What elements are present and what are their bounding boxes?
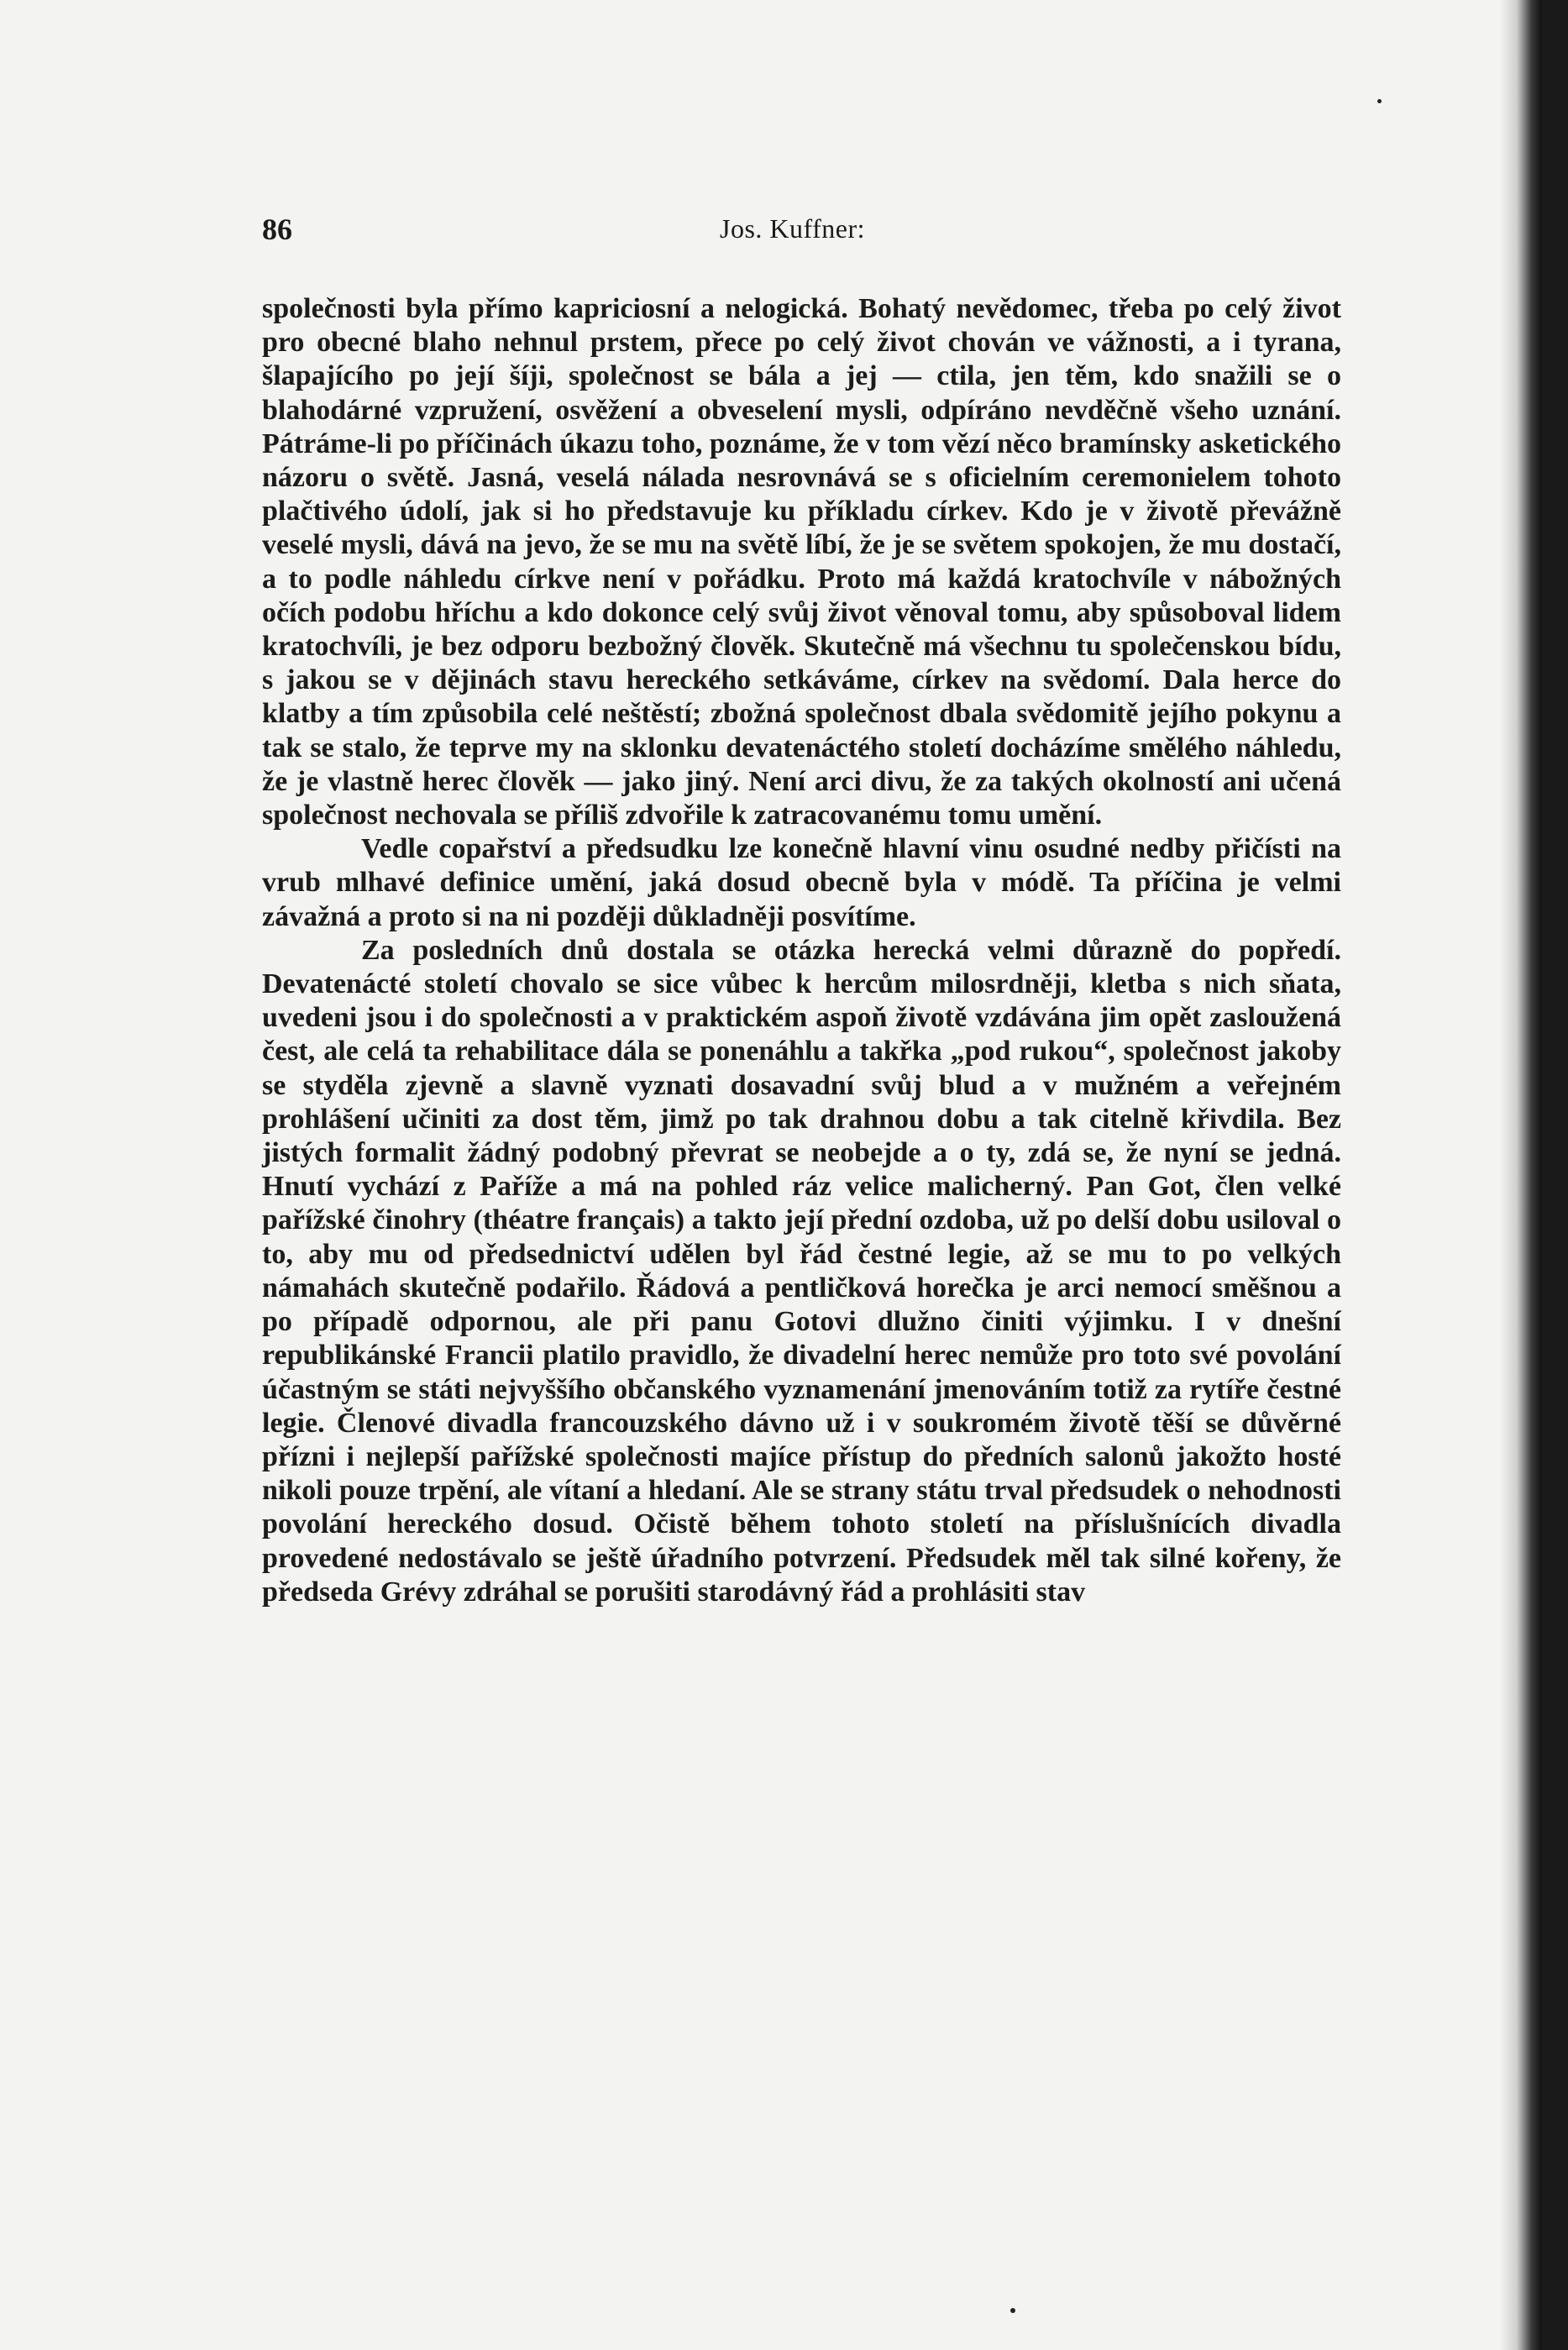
ink-speck (1377, 99, 1382, 103)
paragraph: Vedle copařství a předsudku lze konečně hlavní vinu osudné nedby přičísti na vrub mlhavé definice umění, jaká dosud obecně byla v módě. Ta příčina je velmi závažná a proto si na ni později důkladněji posvítíme. (262, 833, 1341, 932)
running-head: Jos. Kuffner: (720, 213, 865, 244)
page-edge-shadow (1500, 0, 1542, 2350)
body-text (262, 292, 1341, 1609)
page-number: 86 (262, 212, 292, 246)
page-header (262, 212, 1341, 254)
paragraph: Za posledních dnů dostala se otázka herecká velmi důrazně do popředí. Devatenácté století chovalo se sice vůbec k hercům milosrdněji, kletba s nich sňata, uvedeni jsou i do společnosti a v praktickém aspoň životě vzdávána jim opět zasloužená čest, ale celá ta rehabilitace dála se ponenáhlu a takřka „pod rukou“, společnost jakoby se styděla zjevně a slavně vyznati dosavadní svůj blud a v mužném a veřejném prohlášení učiniti za dost těm, jimž po tak drahnou dobu a tak citelně křivdila. Bez jistých formalit žádný podobný převrat se neobejde a o ty, zdá se, že nyní se jedná. Hnutí vychází z Paříže a má na pohled ráz velice malicherný. Pan Got, člen velké pařížské činohry (théatre français) a takto její přední ozdoba, už po delší dobu usiloval o to, aby mu od předsednictví udělen byl řád čestné legie, až se mu to po velkých námahách skutečně podařilo. Řádová a pentličková horečka je arci nemocí směšnou a po případě odpornou, ale při panu Gotovi dlužno činiti výjimku. I v dnešní republikánské Francii platilo pravidlo, že divadelní herec nemůže pro toto své povolání účastným se státi nejvyššího občanského vyznamenání jmenováním totiž za rytíře čestné legie. Členové divadla francouzského dávno už i v soukromém životě těší se důvěrné přízni i nejlepší pařížské společnosti majíce přístup do předních salonů jakožto hosté nikoli pouze trpění, ale vítaní a hledaní. Ale se strany státu trval předsudek o nehodnosti povolání hereckého dosud. Očistě během tohoto století na příslušnících divadla provedené nedostávalo se ještě úřadního potvrzení. Předsudek měl tak silné kořeny, že předseda Grévy zdráhal se porušiti starodávný řád a prohlásiti stav (262, 934, 1341, 1608)
paragraph: společnosti byla přímo kapriciosní a nelogická. Bohatý nevědomec, třeba po celý život pro obecné blaho nehnul prstem, přece po celý život chován ve vážnosti, a i tyrana, šlapajícího po její šíji, společnost se bála a jej — ctila, jen těm, kdo snažili se o blahodárné vzpružení, osvěžení a obveselení mysli, odpíráno nevděčně všeho uznání. Pátráme-li po příčinách úkazu toho, poznáme, že v tom vězí něco bramínsky asketického názoru o světě. Jasná, veselá nálada nesrovnává se s oficielním ceremonielem tohoto plačtivého údolí, jak si ho představuje ku příkladu církev. Kdo je v životě převážně veselé mysli, dává na jevo, že se mu na světě líbí, že je se světem spokojen, že mu dostačí, a to podle náhledu církve není v pořádku. Proto má každá kratochvíle v nábožných očích podobu hříchu a kdo dokonce celý svůj život věnoval tomu, aby spůsoboval lidem kratochvíli, je bez odporu bezbožný člověk. Skutečně má všechnu tu společenskou bídu, s jakou se v dějinách stavu hereckého setkáváme, církev na svědomí. Dala herce do klatby a tím způsobila celé neštěstí; zbožná společnost dbala svědomitě jejího pokynu a tak se stalo, že teprve my na sklonku devatenáctého století docházíme smělého náhledu, že je vlastně herec člověk — jako jiný. Není arci divu, že za takých okolností ani učená společnost nechovala se příliš zdvořile k zatracovanému tomu umění. (262, 293, 1341, 831)
ink-speck (1010, 2308, 1015, 2313)
